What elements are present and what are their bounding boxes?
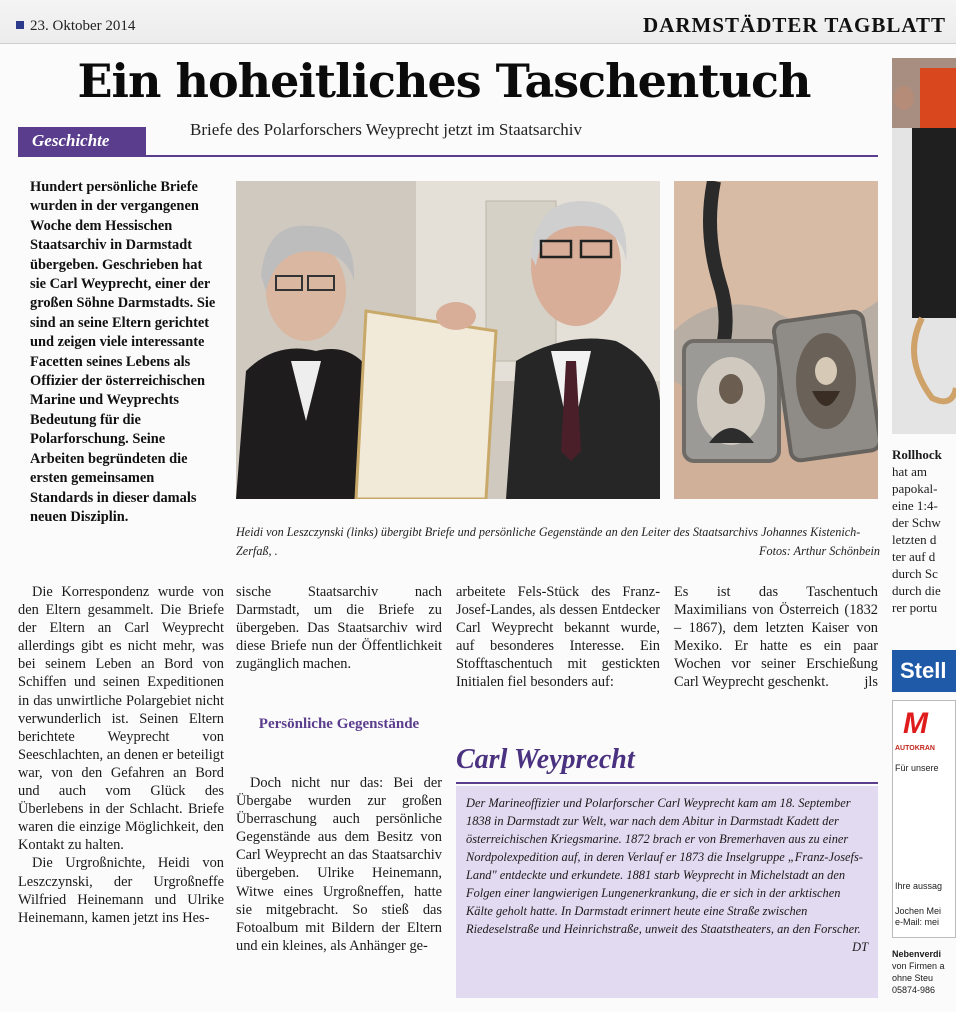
paragraph: Es ist das Taschentuch Maximilians von Österreich (1832 – 1867), dem letzten Kaiser von Mexiko. Er hatte es ein paar Wochen vor seiner Erschießung Carl Weyprecht geschenkt. [674,584,878,691]
classified-line: 05874-986 [892,985,936,995]
sidebar-line: ter auf d [892,549,936,564]
classified-heading: Nebenverdi [892,949,942,959]
sidebar-line: durch Sc [892,566,938,581]
photo-rollhockey-drawing [892,58,956,434]
paragraph: Die Korrespondenz wurde von den Eltern gesammelt. Die Briefe der Eltern an Carl Weyprecht allerdings gibt es nicht mehr, was bei seinem Leben an Bord von Schiffen und seinen Expeditionen in das unwirtliche Polargebiet nicht verwunderlich ist. Seinen Eltern berichtete Weyprecht von Seeschlachten, an denen er beteiligt war, von den Gefahren an Bord und auch vom Glück des Überlebens in der Schlacht. Briefe waren die einzige Möglichkeit, den Kontakt zu halten. [18,584,224,854]
article-headline: Ein hoheitliches Taschentuch [77,54,811,108]
photo-handover [236,181,660,499]
paragraph: arbeitete Fels-Stück des Franz-Josef-Landes, als dessen Entdecker Carl Weyprecht bekannt wurde, auf besonderes Interesse. Ein Stofftaschentuch mit gestickten Initialen fiel besonders auf: [456,584,660,691]
advertiser-tagline: AUTOKRAN [895,745,935,752]
article-subheading: Persönliche Gegenstände [258,716,420,732]
article-column-2-continued [236,774,442,955]
caption-text: Heidi von Leszczynski (links) übergibt Briefe und persönliche Gegenstände an den Leiter des Staatsarchivs Johannes Kistenich-Zerfaß, . [236,525,861,558]
article-column-3 [456,583,660,692]
ad-text: Für unsere [895,763,939,773]
photo-locket [674,181,878,499]
article-column-2 [236,583,442,673]
sidebar-line: rer portu [892,600,938,615]
photo-caption [236,523,880,560]
paragraph: Doch nicht nur das: Bei der Übergabe wurden zur großen Überraschung auch persönliche Gegenstände aus dem Besitz von Carl Weyprecht an das Staatsarchiv übergeben. Ulrike Heinemann, Witwe eines Urgroßneffen, hatte sie mitgebracht. So stieß das Fotoalbum mit Bildern der Eltern und ein kleines, als Anhänger ge- [236,775,442,954]
ad-text: Jochen Mei [895,906,942,916]
sidebar-line: eine 1:4- [892,498,938,513]
classifieds-banner: Stell [892,650,956,692]
issue-date [16,18,135,35]
job-advertisement [892,700,956,938]
headline-divider [18,155,878,157]
photo-credit: Fotos: Arthur Schönbein [759,543,880,558]
bullet-square-icon [16,21,24,29]
infobox [456,786,878,998]
photo-handover-drawing [236,181,660,499]
classified-line: von Firmen a [892,961,945,971]
classified-line: ohne Steu [892,973,934,983]
sidebar-article [892,446,956,616]
sidebar-line: papokal- [892,481,938,496]
article-lead: Hundert persönliche Briefe wurden in der vergangenen Woche dem Hessischen Staatsarchiv in Darmstadt übergeben. Geschrieben hat sie Carl Weyprecht, einer der großen Söhne Darmstadts. Sie sind an seine Eltern gerichtet und zeigen viele interessante Facetten seines Lebens als Offizier der österreichischen Marine und Weyprechts Bedeutung für die Polarforschung. Seine Arbeiten begründeten die ersten gemeinsamen Standards in dieser damals neuen Disziplin. [30,179,216,525]
classified-snippet [892,948,956,996]
newspaper-name: DARMSTÄDTER TAGBLATT [643,13,946,37]
infobox-text: Der Marineoffizier und Polarforscher Carl Weyprecht kam am 18. September 1838 in Darmstadt zur Welt, war nach dem Abitur in Darmstadt Kadett der österreichischen Kriegsmarine. 1872 brach er von Bremerhaven aus zu einer Nordpolexpedition auf, in deren Verlauf er 1873 die Inselgruppe „Franz-Josefs-Land" entdeckte und erkundete. 1881 starb Weyprecht in Michelstadt an den Folgen einer langwierigen Lungenerkrankung, die er sich in der arktischen Kälte geholt hatte. In Darmstadt erinnert heute eine Straße zwischen Riedeselstraße und Heinrichstraße, unweit des Staatstheaters, an den Forscher. [466,796,863,936]
ad-text: Ihre aussag [895,881,943,891]
sidebar-line: der Schw [892,515,941,530]
paragraph: sische Staatsarchiv nach Darmstadt, um die Briefe zu übergeben. Das Staatsarchiv wird diese Briefe nun der Öffentlichkeit zugänglich machen. [236,584,442,673]
article-column-1 [18,583,224,927]
infobox-signature: DT [852,940,868,954]
ad-text: e-Mail: mei [895,917,940,927]
author-signature: jls [864,674,878,691]
sidebar-line: hat am [892,464,928,479]
sidebar-headline: Rollhock [892,447,942,462]
section-rubric: Geschichte [18,127,146,155]
sidebar-line: letzten d [892,532,937,547]
infobox-divider [456,782,878,784]
article-subtitle: Briefe des Polarforschers Weyprecht jetzt im Staatsarchiv [190,120,583,139]
photo-locket-drawing [674,181,878,499]
advertiser-logo: M [903,707,928,740]
issue-date-text: 23. Oktober 2014 [30,18,136,34]
article-column-4 [674,583,878,692]
sidebar-line: durch die [892,583,941,598]
paragraph: Die Urgroßnichte, Heidi von Leszczynski, der Urgroßneffe Wilfried Heinemann und Ulrike Heinemann, kamen jetzt ins Hes- [18,855,224,926]
infobox-title: Carl Weyprecht [456,744,635,775]
photo-rollhockey [892,58,956,434]
